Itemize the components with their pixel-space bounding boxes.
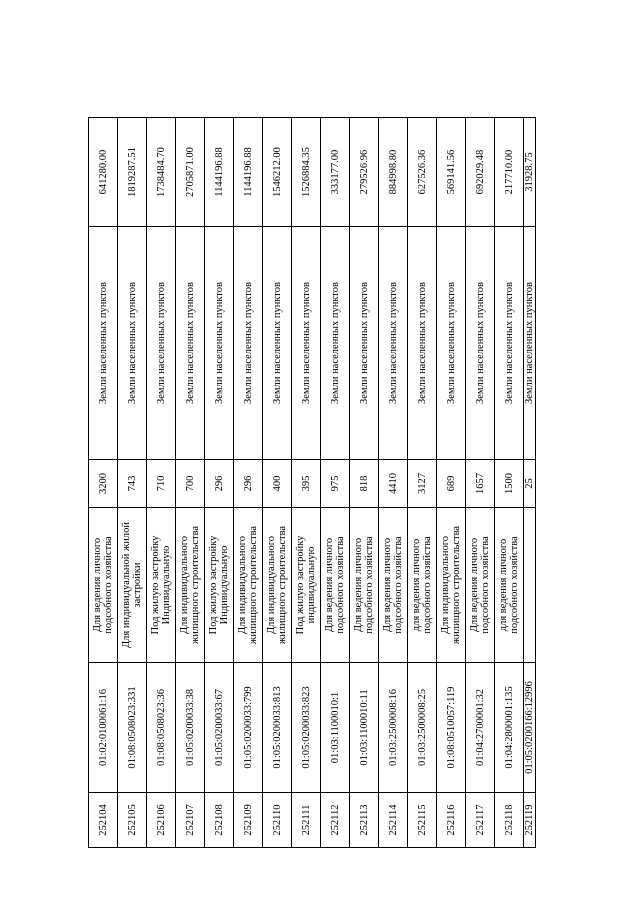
cell-id: 252117: [466, 793, 495, 848]
table-row: [234, 118, 263, 848]
cell-cadastral-value: 31928.75: [524, 118, 536, 227]
table-wrapper: [88, 118, 562, 848]
cell-id: 252118: [495, 793, 524, 848]
cell-area: 395: [292, 460, 321, 508]
cell-land-category: Земли населенных пунктов: [350, 227, 379, 460]
cell-cadastral-value: 641280.00: [89, 118, 118, 227]
cell-area: 975: [321, 460, 350, 508]
cell-cadastral-number: 01:05:0200033:823: [292, 663, 321, 793]
cell-cadastral-value: 627526.36: [408, 118, 437, 227]
cell-land-category: Земли населенных пунктов: [379, 227, 408, 460]
cell-cadastral-value: 1144196.88: [205, 118, 234, 227]
cell-cadastral-value: 279526.96: [350, 118, 379, 227]
cell-id: 252115: [408, 793, 437, 848]
cell-land-category: Земли населенных пунктов: [205, 227, 234, 460]
cell-area: 4410: [379, 460, 408, 508]
cell-land-category: Земли населенных пунктов: [408, 227, 437, 460]
table-row: [437, 118, 466, 848]
cell-land-category: Земли населенных пунктов: [234, 227, 263, 460]
cell-area: 25: [524, 460, 536, 508]
table-row: [350, 118, 379, 848]
cell-area: 296: [205, 460, 234, 508]
cell-id: 252113: [350, 793, 379, 848]
cell-area: 1657: [466, 460, 495, 508]
cell-land-category: Земли населенных пунктов: [437, 227, 466, 460]
cell-cadastral-number: 01:04:2700001:32: [466, 663, 495, 793]
table-row: [524, 118, 536, 848]
cell-cadastral-number: 01:02:0100061:16: [89, 663, 118, 793]
cell-cadastral-number: 01:08:0508023:331: [118, 663, 147, 793]
cell-purpose: Для ведения личного подсобного хозяйства: [379, 508, 408, 663]
cell-id: 252112: [321, 793, 350, 848]
cell-purpose: Для индивидуального жилищного строительства: [176, 508, 205, 663]
cell-area: 3127: [408, 460, 437, 508]
cell-area: 700: [176, 460, 205, 508]
cell-purpose: для ведения личного подсобного хозяйства: [408, 508, 437, 663]
cell-id: 252105: [118, 793, 147, 848]
cell-purpose: Под жилую застройку Индивидуальную: [147, 508, 176, 663]
table-row: [263, 118, 292, 848]
table-row: [205, 118, 234, 848]
cell-cadastral-value: 692029.48: [466, 118, 495, 227]
cell-cadastral-value: 1546212.00: [263, 118, 292, 227]
cell-id: 252104: [89, 793, 118, 848]
table-row: [408, 118, 437, 848]
cell-id: 252114: [379, 793, 408, 848]
cell-land-category: Земли населенных пунктов: [176, 227, 205, 460]
land-plots-table: [88, 117, 536, 848]
cell-cadastral-value: 1144196.88: [234, 118, 263, 227]
cell-cadastral-value: 884998.80: [379, 118, 408, 227]
cell-area: 1500: [495, 460, 524, 508]
cell-purpose: для ведения личного подсобного хозяйства: [495, 508, 524, 663]
cell-cadastral-number: 01:03:2500008:25: [408, 663, 437, 793]
table-row: [321, 118, 350, 848]
cell-land-category: Земли населенных пунктов: [118, 227, 147, 460]
cell-id: 252109: [234, 793, 263, 848]
table-row: [89, 118, 118, 848]
cell-purpose: Для ведения личного подсобного хозяйства: [466, 508, 495, 663]
cell-id: 252107: [176, 793, 205, 848]
table-row: [495, 118, 524, 848]
cell-land-category: Земли населенных пунктов: [495, 227, 524, 460]
cell-area: 743: [118, 460, 147, 508]
cell-cadastral-number: 01:05:0200166:12996: [524, 663, 536, 793]
cell-cadastral-value: 1738484.70: [147, 118, 176, 227]
cell-id: 252111: [292, 793, 321, 848]
rotated-table-area: [88, 118, 562, 848]
cell-land-category: Земли населенных пунктов: [89, 227, 118, 460]
table-row: [176, 118, 205, 848]
cell-cadastral-value: 333177.00: [321, 118, 350, 227]
cell-id: 252110: [263, 793, 292, 848]
cell-purpose: Для индивидуального жилищного строительства: [234, 508, 263, 663]
cell-land-category: Земли населенных пунктов: [466, 227, 495, 460]
cell-purpose: Под жилую застройку Индивидуальную: [205, 508, 234, 663]
cell-cadastral-number: 01:05:0200033:813: [263, 663, 292, 793]
cell-purpose: Для ведения личного подсобного хозяйства: [321, 508, 350, 663]
cell-land-category: Земли населенных пунктов: [292, 227, 321, 460]
cell-cadastral-value: 217710.00: [495, 118, 524, 227]
cell-id: 252116: [437, 793, 466, 848]
cell-id: 252108: [205, 793, 234, 848]
cell-purpose: Для ведения личного подсобного хозяйства: [350, 508, 379, 663]
cell-cadastral-value: 569141.56: [437, 118, 466, 227]
cell-cadastral-value: 1819287.51: [118, 118, 147, 227]
cell-land-category: Земли населенных пунктов: [524, 227, 536, 460]
cell-cadastral-number: 01:05:0200033:38: [176, 663, 205, 793]
cell-id: 252106: [147, 793, 176, 848]
cell-land-category: Земли населенных пунктов: [263, 227, 292, 460]
cell-area: 710: [147, 460, 176, 508]
cell-land-category: Земли населенных пунктов: [147, 227, 176, 460]
table-row: [147, 118, 176, 848]
cell-area: 296: [234, 460, 263, 508]
cell-cadastral-number: 01:08:0510057:119: [437, 663, 466, 793]
table-row: [466, 118, 495, 848]
cell-purpose: Для индивидуального жилищного строительства: [263, 508, 292, 663]
cell-cadastral-number: 01:05:0200033:799: [234, 663, 263, 793]
cell-cadastral-number: 01:03:1100010:1: [321, 663, 350, 793]
cell-cadastral-number: 01:03:2500008:16: [379, 663, 408, 793]
table-row: [292, 118, 321, 848]
cell-area: 818: [350, 460, 379, 508]
cell-cadastral-value: 1526884.35: [292, 118, 321, 227]
table-row: [379, 118, 408, 848]
cell-purpose: [524, 508, 536, 663]
cell-area: 3200: [89, 460, 118, 508]
table-body: [89, 118, 536, 848]
cell-purpose: Для индивидуального жилищного строительства: [437, 508, 466, 663]
cell-area: 689: [437, 460, 466, 508]
cell-purpose: Для ведения личного подсобного хозяйства: [89, 508, 118, 663]
cell-land-category: Земли населенных пунктов: [321, 227, 350, 460]
cell-cadastral-number: 01:03:1100010:11: [350, 663, 379, 793]
cell-area: 400: [263, 460, 292, 508]
cell-purpose: Под жилую застройку индивидуальную: [292, 508, 321, 663]
cell-cadastral-number: 01:08:0508023:36: [147, 663, 176, 793]
cell-id: 252119: [524, 793, 536, 848]
table-row: [118, 118, 147, 848]
cell-cadastral-number: 01:05:0200033:67: [205, 663, 234, 793]
cell-cadastral-value: 2705871.00: [176, 118, 205, 227]
cell-cadastral-number: 01:04:2800001:135: [495, 663, 524, 793]
cell-purpose: Для индивидуальной жилой застройки: [118, 508, 147, 663]
